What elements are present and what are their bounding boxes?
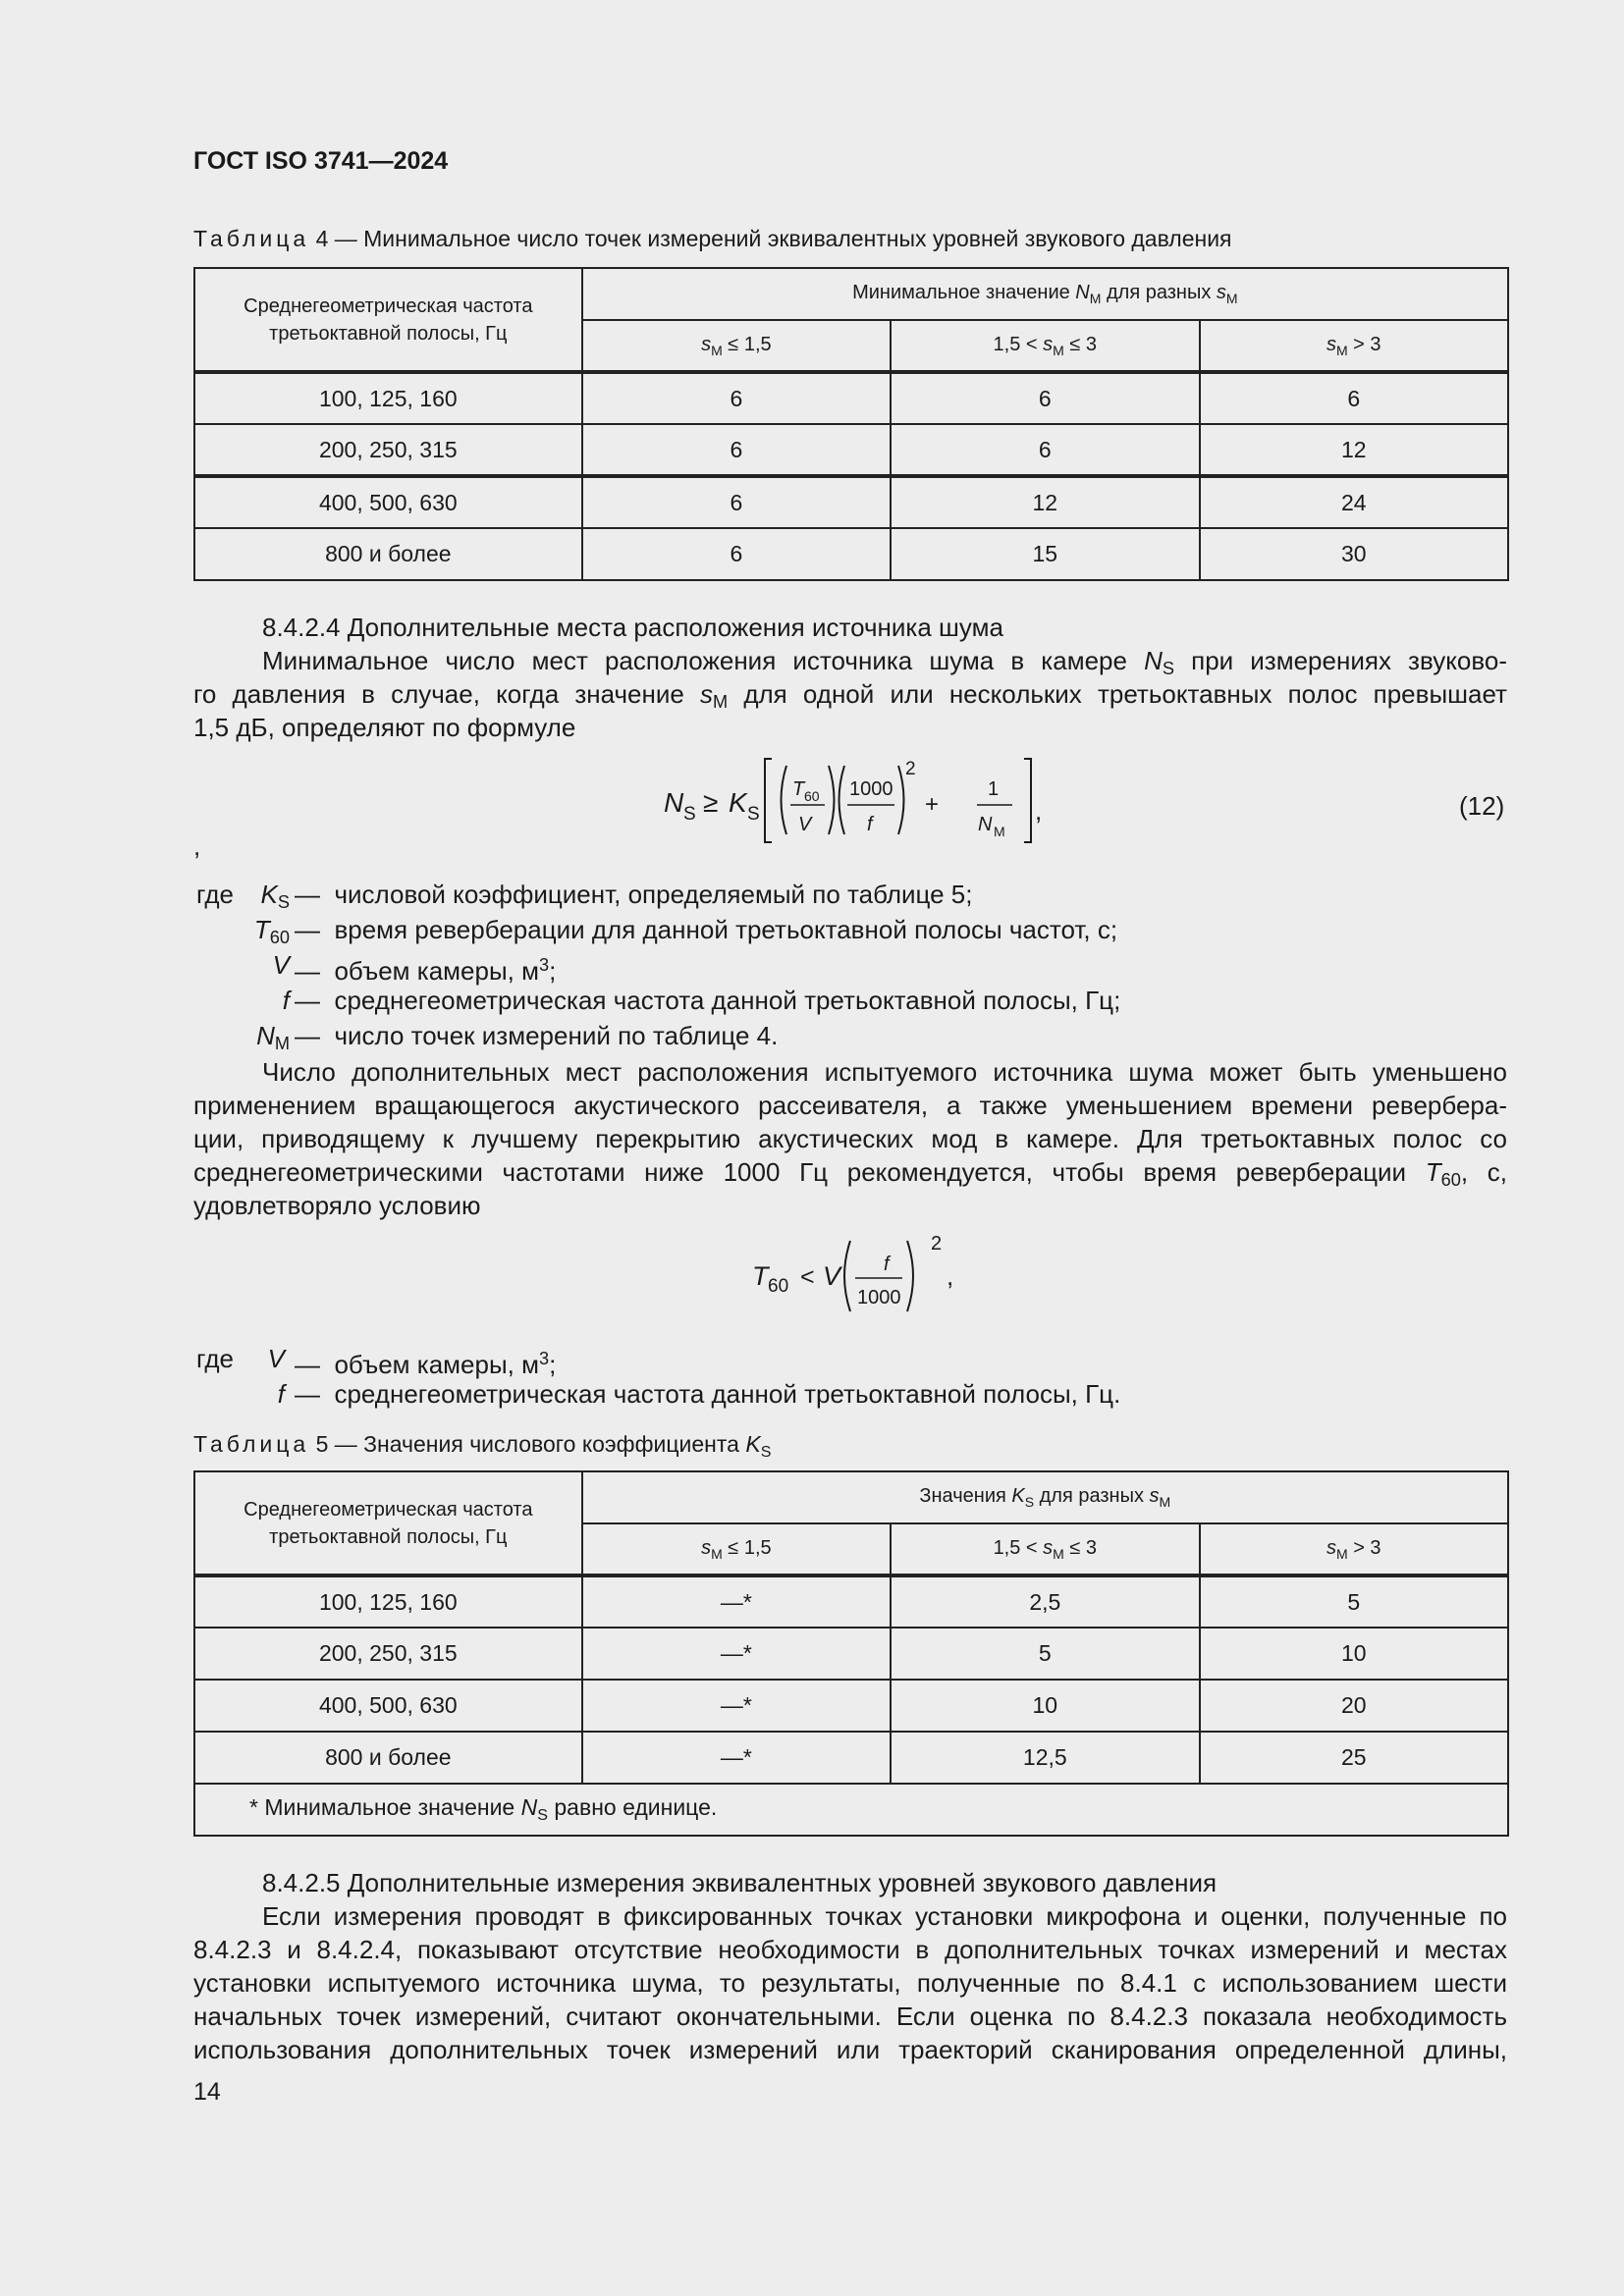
svg-text:60: 60 xyxy=(768,1276,789,1297)
table5-group-header: Значения $K_S$ для разных $s_M$ xyxy=(582,1471,1508,1523)
table5-subheader-2: $1,5 < s_M \le 3$ xyxy=(891,1523,1199,1575)
page-number: 14 xyxy=(193,2078,221,2106)
svg-text:T: T xyxy=(792,778,805,800)
formula-12-number: (12) xyxy=(1459,791,1505,821)
svg-text:M: M xyxy=(994,824,1005,839)
formula-12 xyxy=(648,751,1060,849)
svg-text:S: S xyxy=(683,804,696,825)
svg-text:N: N xyxy=(664,787,684,818)
svg-text:≥: ≥ xyxy=(703,787,719,818)
table4-group-header: Минимальное значение $N_M$ для разных $s_M$ xyxy=(582,268,1508,320)
section-8424-paragraph-2: Число дополнительных мест расположения испытуемого источника шума может быть уменьшено применением вращающегося акустического рассеивателя, а также уменьшением времени ревербера- ции, приводящему к лучшему перекрытию акустических мод в камере. Для третьоктавных полос со среднегеометрическими частотами ниже 1000 Гц рекомендуется, чтобы время реверберации $T_{60}$, с, удовлетворяло условию xyxy=(193,1057,1507,1220)
svg-text:1: 1 xyxy=(988,778,1000,800)
table4-subheader-2: $1,5 < s_M \le 3$ xyxy=(891,320,1199,372)
svg-text:60: 60 xyxy=(804,788,820,804)
svg-text:V: V xyxy=(823,1261,841,1291)
svg-text:K: K xyxy=(729,787,747,818)
svg-text:V: V xyxy=(798,814,812,835)
svg-text:f: f xyxy=(884,1254,890,1275)
formula-t60-condition xyxy=(746,1227,972,1315)
formula-t60-definitions: где V — объем камеры, $м^3$; f — среднегеометрическая частота данной третьоктавной полосы, Гц. xyxy=(196,1344,1121,1409)
table5-caption: Таблица 5 — Значения числового коэффициента $K_S$ xyxy=(193,1431,772,1461)
section-8424-paragraph-1: Минимальное число мест расположения источника шума в камере $N_S$ при измерениях звуково- го давления в случае, когда значение $s_M$ для одной или нескольких третьоктавных полос превышает 1,5 дБ, определяют по формуле xyxy=(193,646,1507,742)
document-header: ГОСТ ISO 3741—2024 xyxy=(193,147,449,175)
svg-text:,: , xyxy=(1035,796,1043,826)
section-8424-heading: 8.4.2.4 Дополнительные места расположения источника шума xyxy=(262,613,1003,642)
svg-text:2: 2 xyxy=(905,759,916,779)
table4-subheader-3: $s_M > 3$ xyxy=(1200,320,1508,372)
table-row: 400, 500, 630 —* 10 20 xyxy=(194,1680,1508,1732)
table-row: 200, 250, 315 6 6 12 xyxy=(194,424,1508,476)
svg-text:1000: 1000 xyxy=(857,1287,901,1308)
svg-text:1000: 1000 xyxy=(849,778,893,800)
svg-text:S: S xyxy=(747,804,760,825)
table-row: 100, 125, 160 6 6 6 xyxy=(194,372,1508,424)
svg-text:<: < xyxy=(800,1263,815,1291)
table5 xyxy=(193,1470,1509,1837)
table5-subheader-3: $s_M > 3$ xyxy=(1200,1523,1508,1575)
svg-text:,: , xyxy=(947,1261,954,1291)
table5-col1-header: Среднегеометрическая частота третьоктавной полосы, Гц xyxy=(194,1471,582,1575)
table4-col1-header: Среднегеометрическая частота третьоктавной полосы, Гц xyxy=(194,268,582,372)
svg-text:+: + xyxy=(925,791,940,818)
stray-comma: , xyxy=(193,831,201,861)
svg-text:2: 2 xyxy=(931,1233,943,1255)
table-row: 400, 500, 630 6 12 24 xyxy=(194,476,1508,528)
table5-footnote: * Минимальное значение $N_S$ равно единице. xyxy=(194,1784,1508,1836)
table-row: 100, 125, 160 —* 2,5 5 xyxy=(194,1575,1508,1628)
svg-text:N: N xyxy=(978,814,993,835)
section-8425-paragraph: Если измерения проводят в фиксированных точках установки микрофона и оценки, полученные по 8.4.2.3 и 8.4.2.4, показывают отсутствие необходимости в дополнительных точках измерений и местах установки испытуемого источника шума, то результаты, полученные по 8.4.1 с использованием шести начальных точек измерений, считают окончательными. Если оценка по 8.4.2.3 показала необходимость использования дополнительных точек измерений или траекторий сканирования определенной длины, xyxy=(193,1901,1507,2064)
table4-caption: Таблица 4 — Минимальное число точек измерений эквивалентных уровней звукового давления xyxy=(193,226,1232,251)
table4 xyxy=(193,267,1509,581)
table-row: 200, 250, 315 —* 5 10 xyxy=(194,1628,1508,1680)
section-8425-heading: 8.4.2.5 Дополнительные измерения эквивалентных уровней звукового давления xyxy=(262,1868,1218,1897)
table5-footnote-row xyxy=(194,1784,1508,1836)
table4-subheader-1: $s_M \le 1,5$ xyxy=(582,320,891,372)
table-row: 800 и более 6 15 30 xyxy=(194,528,1508,580)
table-row: 800 и более —* 12,5 25 xyxy=(194,1732,1508,1784)
svg-text:T: T xyxy=(752,1261,769,1291)
svg-text:f: f xyxy=(867,814,873,835)
table5-subheader-1: $s_M \le 1,5$ xyxy=(582,1523,891,1575)
formula-12-definitions: где $K_S$ — числовой коэффициент, определяемый по таблице 5; $T_{60}$ — время реверберации для данной третьоктавной полосы частот, с; V — объем камеры, $м^3$; f — среднегеометрическая частота данной третьоктавной полосы, Гц; $N_M$ — число точек измерений по таблице 4. xyxy=(196,880,1121,1053)
